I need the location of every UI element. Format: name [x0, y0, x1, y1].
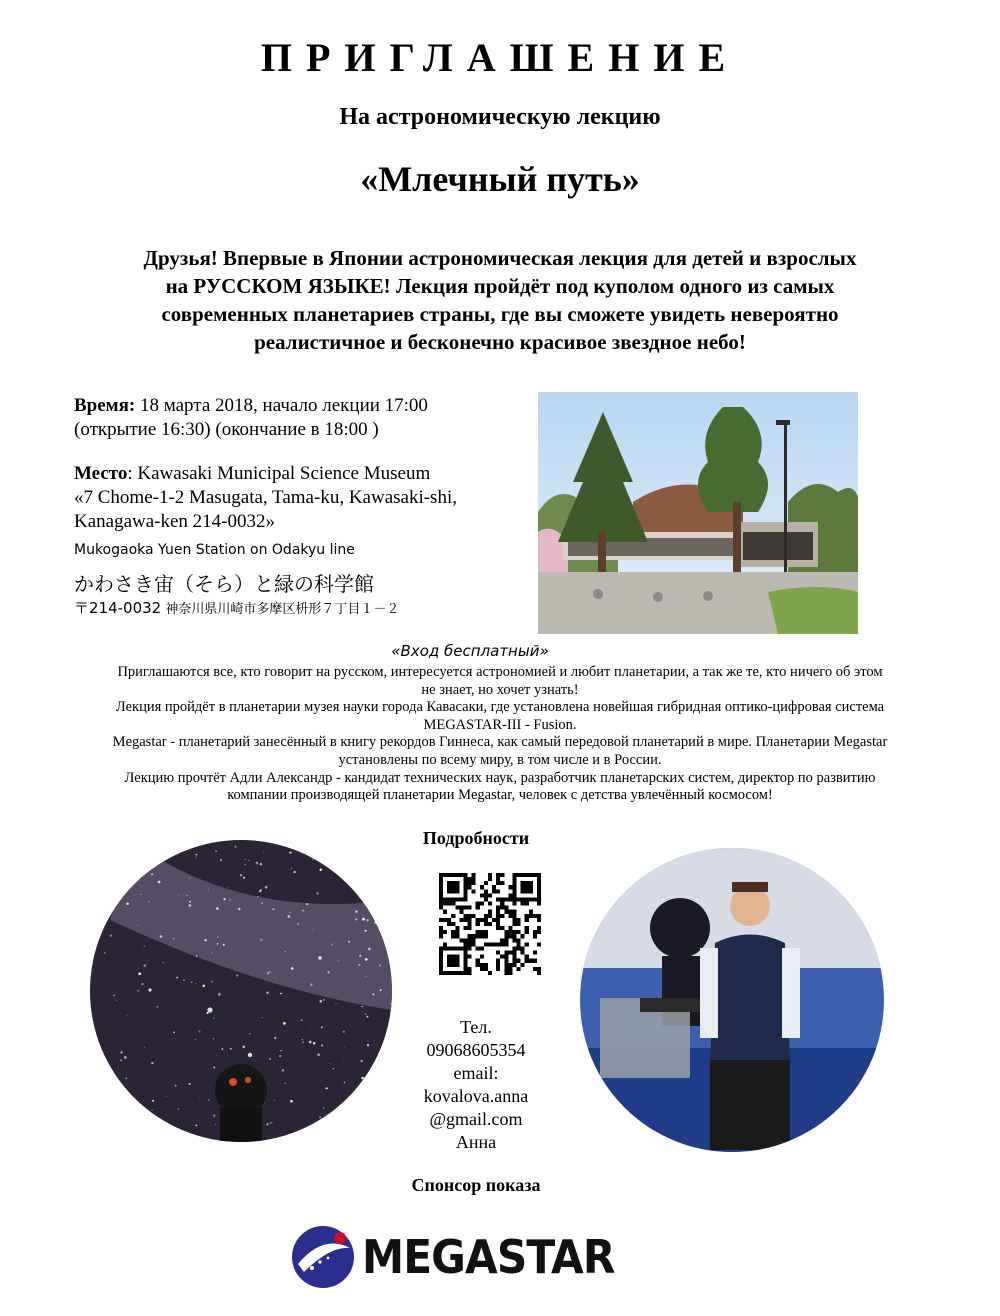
museum-photo [538, 392, 858, 634]
place-jp-address [74, 596, 544, 622]
page-title: ПРИГЛАШЕНИЕ [260, 35, 740, 80]
starry-sky-photo [90, 840, 392, 1142]
intro-text [60, 244, 940, 356]
jp-postal: 〒214-0032 [74, 599, 162, 617]
speaker-photo [580, 848, 884, 1152]
sponsor-heading: Спонсор показа [411, 1175, 541, 1195]
qr-code[interactable] [439, 873, 541, 975]
lecture-name: «Млечный путь» [360, 159, 640, 199]
contact-name: Анна [455, 1132, 497, 1152]
details-heading: Подробности [422, 828, 530, 848]
place-jp-name: かわさき宙（そら）と緑の科学館 [74, 572, 374, 596]
description-line: не знает, но хочет узнать! [421, 681, 579, 698]
intro-line: на РУССКОМ ЯЗЫКЕ! Лекция пройдёт под куполом одного из самых [165, 274, 835, 298]
email-user[interactable]: kovalova.anna [423, 1086, 529, 1106]
time-line [74, 394, 544, 418]
place-name: : Kawasaki Municipal Science Museum [127, 463, 431, 484]
free-entry-note: «Вход бесплатный» [391, 642, 549, 660]
intro-line: современных планетариев страны, где вы сможете увидеть невероятно [161, 302, 839, 326]
place-label: Место [74, 463, 128, 484]
place-line [74, 462, 544, 486]
tel-number[interactable]: 09068605354 [426, 1040, 526, 1060]
description-line: Лекция пройдёт в планетарии музея науки города Кавасаки, где установлена новейшая гибридная оптико-цифровая система [115, 699, 885, 716]
place-address-2: Kanagawa-ken 214-0032» [74, 511, 276, 532]
megastar-logo [290, 1222, 630, 1292]
description [70, 664, 930, 805]
description-line: компании производящей планетарии Megastar, человек с детства увлечённый космосом! [227, 787, 773, 804]
contacts [401, 1016, 551, 1154]
tel-label: Тел. [460, 1017, 492, 1037]
intro-line: Друзья! Впервые в Японии астрономическая лекция для детей и взрослых [143, 246, 857, 270]
place-station: Mukogaoka Yuen Station on Odakyu line [74, 542, 355, 558]
subtitle: На астрономическую лекцию [339, 104, 661, 130]
time-label: Время: [74, 395, 136, 416]
time-value: 18 марта 2018, начало лекции 17:00 [135, 395, 428, 416]
email-label: email: [453, 1063, 499, 1083]
intro-line: реалистичное и бесконечно красивое звездное небо! [254, 330, 746, 354]
description-line: Megastar - планетарий занесённый в книгу рекордов Гиннеса, как самый передовой планетарий в мире. Планетарии Megastar [112, 734, 888, 751]
email-domain[interactable]: @gmail.com [429, 1109, 523, 1129]
description-line: Лекцию прочтёт Адли Александр - кандидат технических наук, разработчик планетарских систем, директор по развитию [124, 769, 876, 786]
megastar-logo-icon [290, 1224, 356, 1290]
jp-address: 神奈川県川崎市多摩区枡形７丁目１－２ [161, 602, 400, 617]
description-line: установлены по всему миру, в том числе и в России. [338, 751, 662, 768]
megastar-logo-text: MEGASTAR [362, 1230, 615, 1284]
place-address-1: «7 Chome-1-2 Masugata, Tama-ku, Kawasaki-shi, [74, 487, 457, 508]
time-extra: (открытие 16:30) (окончание в 18:00 ) [74, 419, 379, 440]
event-details [74, 394, 544, 622]
description-line: Приглашаются все, кто говорит на русском, интересуется астрономией и любит планетарии, а так же те, кто ничего об этом [117, 664, 883, 680]
description-line: MEGASTAR-III - Fusion. [423, 716, 577, 733]
